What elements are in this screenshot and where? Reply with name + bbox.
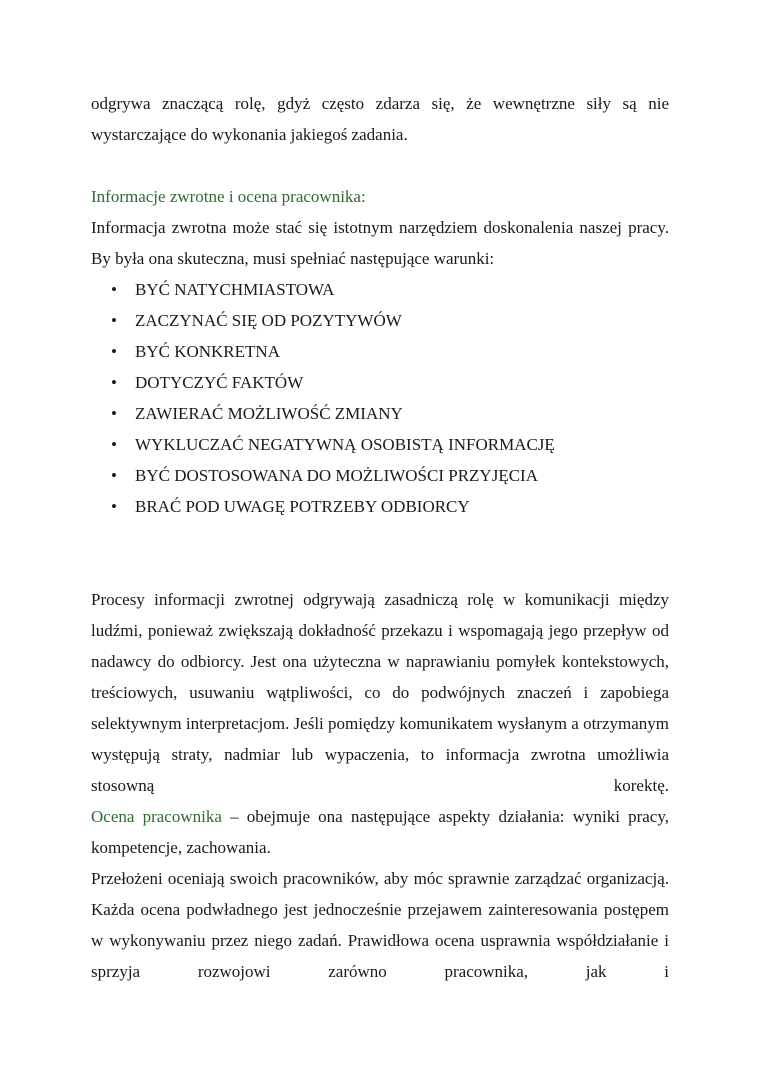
list-item [111,460,669,491]
document-page [91,88,669,987]
list-item [111,274,669,305]
bullet-icon: • [111,435,117,454]
list-item [111,336,669,367]
list-item-label: BRAĆ POD UWAGĘ POTRZEBY ODBIORCY [135,497,470,516]
list-item-label: ZACZYNAĆ SIĘ OD POZYTYWÓW [135,311,402,330]
bullet-icon: • [111,342,117,361]
feedback-paragraph: Informacja zwrotna może stać się istotnym narzędziem doskonalenia naszej pracy. By była ona skuteczna, musi spełniać następujące warunki: [91,218,669,268]
list-item-label: ZAWIERAĆ MOŻLIWOŚĆ ZMIANY [135,404,403,423]
list-item [111,367,669,398]
bullet-icon: • [111,497,117,516]
intro-paragraph: odgrywa znaczącą rolę, gdyż często zdarza się, że wewnętrzne siły są nie wystarczające do wykonania jakiegoś zadania. [91,94,669,144]
list-item [111,305,669,336]
conditions-list [91,274,669,522]
employee-evaluation-definition [91,801,669,863]
spacer [91,522,669,584]
evaluation-term: Ocena pracownika [91,807,222,826]
list-item [111,398,669,429]
evaluation-definition-text: – obejmuje ona następujące aspekty działania: wyniki pracy, kompetencje, zachowania. [91,807,669,857]
list-item [111,491,669,522]
feedback-process-paragraph: Procesy informacji zwrotnej odgrywają zasadniczą rolę w komunikacji między ludźmi, ponieważ zwiększają dokładność przekazu i wspomagają jego przepływ od nadawcy do odbiorcy. Jest ona użyteczna w naprawianiu pomyłek kontekstowych, treściowych, usuwaniu wątpliwości, co do podwójnych znaczeń i zapobiega selektywnym interpretacjom. Jeśli pomiędzy komunikatem wysłanym a otrzymanym występują straty, nadmiar lub wypaczenia, to informacja zwrotna umożliwia stosowną korektę. [91,590,669,795]
bullet-icon: • [111,311,117,330]
list-item-label: BYĆ KONKRETNA [135,342,280,361]
section-heading-feedback: Informacje zwrotne i ocena pracownika: [91,187,366,206]
list-item-label: WYKLUCZAĆ NEGATYWNĄ OSOBISTĄ INFORMACJĘ [135,435,555,454]
bullet-icon: • [111,404,117,423]
list-item-label: BYĆ DOSTOSOWANA DO MOŻLIWOŚCI PRZYJĘCIA [135,466,538,485]
evaluation-paragraph: Przełożeni oceniają swoich pracowników, aby móc sprawnie zarządzać organizacją. Każda ocena podwładnego jest jednocześnie przejawem zainteresowania postępem w wykonywaniu przez niego zadań. Prawidłowa ocena usprawnia współdziałanie i sprzyja rozwojowi zarówno pracownika, jak i [91,869,669,981]
list-item-label: BYĆ NATYCHMIASTOWA [135,280,335,299]
bullet-icon: • [111,466,117,485]
bullet-icon: • [111,373,117,392]
list-item [111,429,669,460]
list-item-label: DOTYCZYĆ FAKTÓW [135,373,304,392]
bullet-icon: • [111,280,117,299]
spacer [91,150,669,181]
